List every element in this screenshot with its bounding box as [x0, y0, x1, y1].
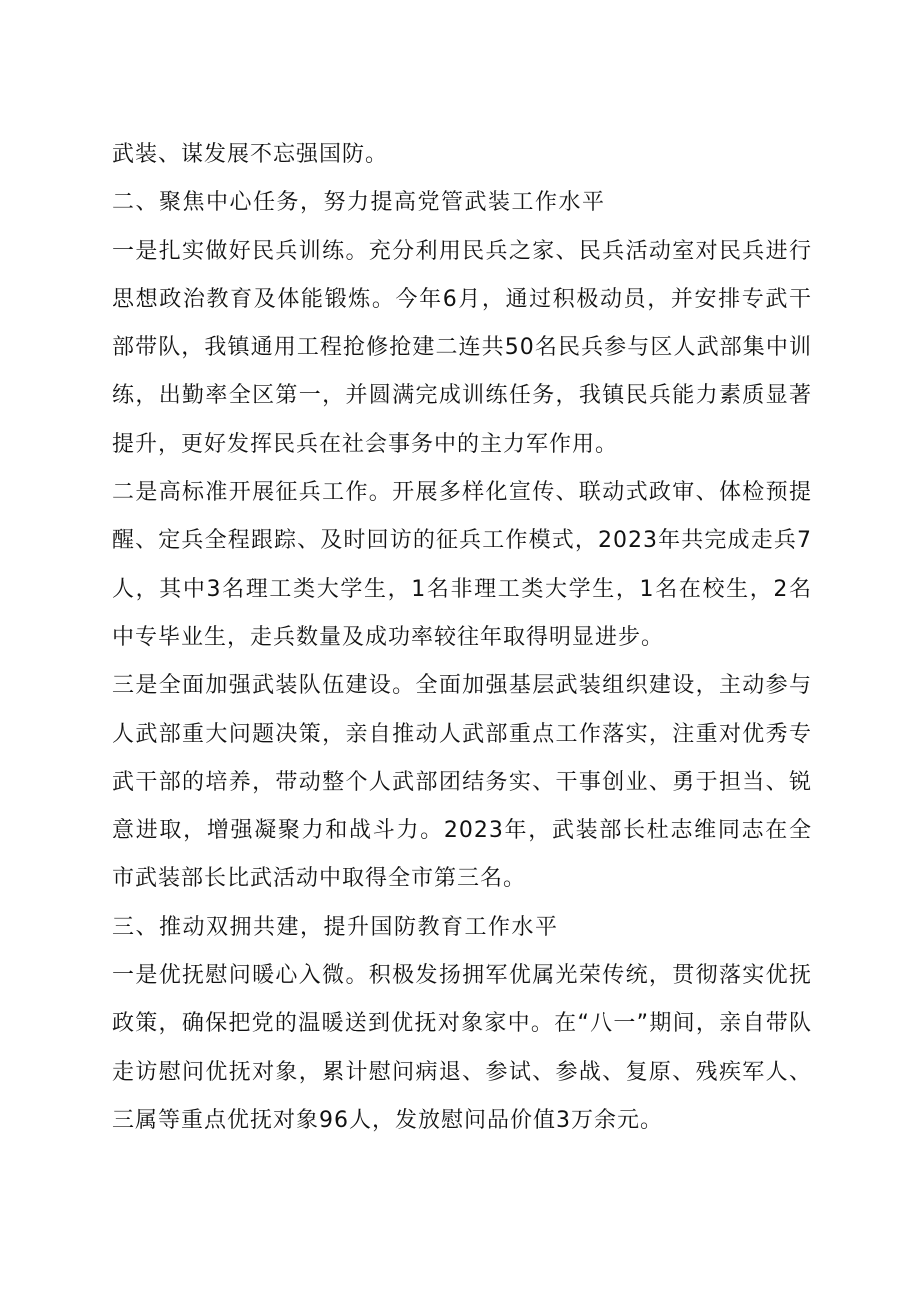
section-two-paragraph-3: 三是全面加强武装队伍建设。全面加强基层武装组织建设，主动参与人武部重大问题决策，亲自推动人武部重点工作落实，注重对优秀专武干部的培养，带动整个人武部团结务实、干事创业、勇于担当、锐意进取，增强凝聚力和战斗力。2023年，武装部长杜志维同志在全市武装部长比武活动中取得全市第三名。: [112, 673, 812, 892]
document-body: [112, 131, 812, 1145]
section-three-paragraph-1: 一是优抚慰问暖心入微。积极发扬拥军优属光荣传统，贯彻落实优抚政策，确保把党的温暖送到优抚对象家中。在“八一”期间，亲自带队走访慰问优抚对象，累计慰问病退、参试、参战、复原、残疾军人、三属等重点优抚对象96人，发放慰问品价值3万余元。: [112, 963, 812, 1133]
section-three-heading: 三、推动双拥共建，提升国防教育工作水平: [112, 914, 559, 940]
section-two-paragraph-1: 一是扎实做好民兵训练。充分利用民兵之家、民兵活动室对民兵进行思想政治教育及体能锻炼。今年6月，通过积极动员，并安排专武干部带队，我镇通用工程抢修抢建二连共50名民兵参与区人武部集中训练，出勤率全区第一，并圆满完成训练任务，我镇民兵能力素质显著提升，更好发挥民兵在社会事务中的主力军作用。: [112, 238, 812, 457]
continuation-text: 武装、谋发展不忘强国防。: [112, 142, 389, 167]
section-two-paragraph-2: 二是高标准开展征兵工作。开展多样化宣传、联动式政审、体检预提醒、定兵全程跟踪、及时回访的征兵工作模式，2023年共完成走兵7人，其中3名理工类大学生，1名非理工类大学生，1名在校生，2名中专毕业生，走兵数量及成功率较往年取得明显进步。: [112, 480, 812, 650]
section-two-heading: 二、聚焦中心任务，努力提高党管武装工作水平: [112, 190, 606, 216]
